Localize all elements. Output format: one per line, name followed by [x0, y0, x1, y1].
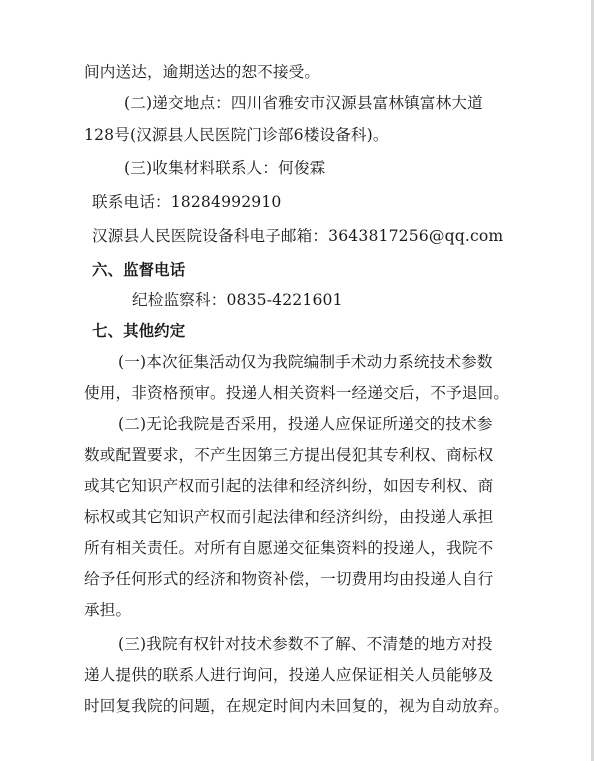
text-line: 时回复我院的问题，在规定时间内未回复的，视为自动放弃。: [84, 697, 510, 715]
text-line: 所有相关责任。对所有自愿递交征集资料的投递人，我院不: [84, 539, 494, 557]
text-line: (一)本次征集活动仅为我院编制手术动力系统技术参数: [118, 353, 493, 371]
text-line: 使用，非资格预审。投递人相关资料一经递交后，不予退回。: [84, 384, 510, 402]
text-line: (二)递交地点：四川省雅安市汉源县富林镇富林大道: [124, 94, 483, 112]
text-line: 数或配置要求，不产生因第三方提出侵犯其专利权、商标权: [84, 446, 494, 464]
text-line: 联系电话：18284992910: [92, 193, 282, 211]
text-line: (三)收集材料联系人：何俊霖: [124, 159, 326, 177]
text-line: 承担。: [84, 601, 132, 619]
text-line: 标权或其它知识产权而引起法律和经济纠纷，由投递人承担: [84, 508, 494, 526]
text-line: (三)我院有权针对技术参数不了解、不清楚的地方对投: [118, 635, 493, 653]
text-line: 汉源县人民医院设备科电子邮箱：3643817256@qq.com: [92, 227, 504, 245]
text-line: 给予任何形式的经济和物资补偿，一切费用均由投递人自行: [84, 570, 494, 588]
text-line: 间内送达，逾期送达的恕不接受。: [84, 63, 321, 81]
section-heading: 七、其他约定: [92, 322, 186, 340]
text-line: 或其它知识产权而引起的法律和经济纠纷，如因专利权、商: [84, 477, 494, 495]
text-line: 递人提供的联系人进行询问，投递人应保证相关人员能够及: [84, 666, 494, 684]
text-line: 纪检监察科：0835-4221601: [132, 291, 343, 309]
text-line: 128号(汉源县人民医院门诊部6楼设备科)。: [84, 126, 389, 144]
section-heading: 六、监督电话: [92, 261, 186, 279]
text-line: (二)无论我院是否采用，投递人应保证所递交的技术参: [118, 415, 493, 433]
